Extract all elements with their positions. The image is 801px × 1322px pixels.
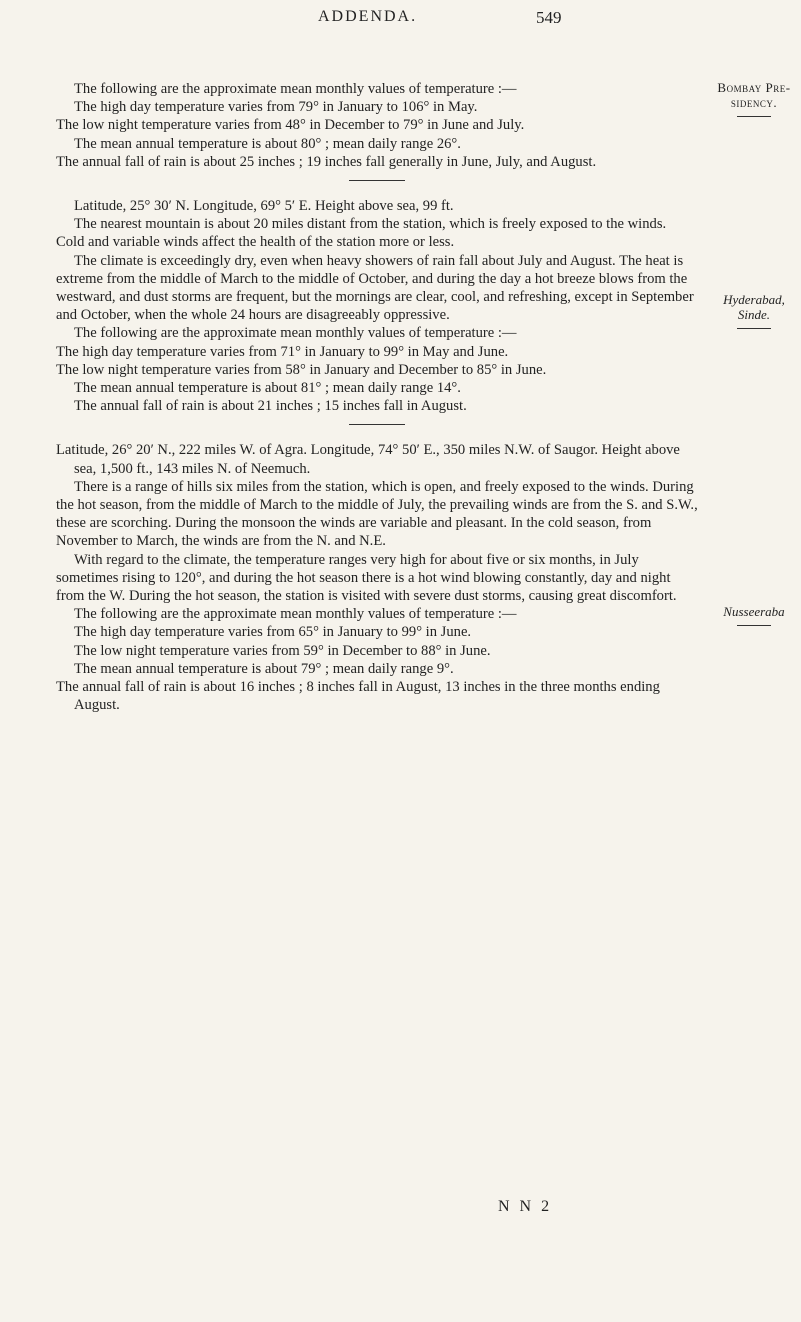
paragraph: The low night temperature varies from 48° in December to 79° in June and July. bbox=[56, 117, 525, 134]
paragraph: The mean annual temperature is about 81° ; mean daily range 14°. bbox=[74, 380, 461, 397]
margin-note-bombay bbox=[712, 80, 796, 117]
margin-note-line: Nusseeraba bbox=[723, 604, 785, 619]
paragraph: The annual fall of rain is about 16 inches ; 8 inches fall in August, 13 inches in the three months ending August. bbox=[56, 679, 660, 714]
paragraph: With regard to the climate, the temperature ranges very high for about five or six months, in July sometimes rising to 120°, and during the hot season there is a hot wind blowing constantly, day and night from the W. During the hot season, the station is visited with severe dust storms, causing great discomfort. bbox=[56, 551, 677, 605]
paragraph: The high day temperature varies from 79° in January to 106° in May. bbox=[74, 99, 478, 116]
paragraph: The mean annual temperature is about 80° ; mean daily range 26°. bbox=[74, 135, 461, 152]
paragraph: The mean annual temperature is about 79° ; mean daily range 9°. bbox=[74, 660, 454, 677]
paragraph: The annual fall of rain is about 21 inches ; 15 inches fall in August. bbox=[74, 398, 467, 415]
page-number: 549 bbox=[536, 8, 562, 27]
margin-note-line: Sinde. bbox=[737, 307, 771, 322]
margin-note-line: Hyderabad, bbox=[723, 292, 785, 307]
section-bombay bbox=[56, 80, 698, 171]
margin-divider bbox=[737, 116, 771, 117]
margin-divider bbox=[737, 625, 771, 626]
section-nusseerabad bbox=[56, 441, 698, 714]
paragraph: There is a range of hills six miles from the station, which is open, and freely exposed to the winds. During the hot season, from the middle of March to the middle of July, the prevailing winds are from the S. and S.W., these are scorching. During the monsoon the winds are variable and pleasant. In the cold season, from November to March, the winds are from the N. and N.E. bbox=[56, 478, 698, 550]
paragraph: The annual fall of rain is about 25 inches ; 19 inches fall generally in June, July, and August. bbox=[56, 153, 597, 170]
signature-mark: N N 2 bbox=[498, 1198, 553, 1215]
margin-divider bbox=[737, 328, 771, 329]
paragraph: The low night temperature varies from 58° in January and December to 85° in June. bbox=[56, 361, 547, 378]
paragraph: The high day temperature varies from 65° in January to 99° in June. bbox=[74, 624, 472, 641]
paragraph: The nearest mountain is about 20 miles distant from the station, which is freely exposed to the winds. Cold and variable winds affect the health of the station more or less. bbox=[56, 216, 667, 251]
margin-note-hyderabad bbox=[712, 292, 796, 329]
paragraph: The climate is exceedingly dry, even when heavy showers of rain fall about July and August. The heat is extreme from the middle of March to the middle of October, and during the day a hot breeze blows from the westward, and dust storms are frequent, but the mornings are clear, cool, and refreshing, except in September and October, when the whole 24 hours are disagreeably oppressive. bbox=[56, 252, 694, 324]
section-divider bbox=[349, 424, 405, 425]
paragraph: Latitude, 26° 20′ N., 222 miles W. of Agra. Longitude, 74° 50′ E., 350 miles N.W. of Saugor. Height above sea, 1,500 ft., 143 miles N. of Neemuch. bbox=[56, 442, 680, 477]
running-title: ADDENDA. bbox=[318, 8, 418, 25]
section-hyderabad bbox=[56, 197, 698, 415]
paragraph: The following are the approximate mean monthly values of temperature :— bbox=[74, 606, 517, 623]
margin-note-nusseerabad bbox=[712, 604, 796, 626]
paragraph: The low night temperature varies from 59° in December to 88° in June. bbox=[74, 642, 491, 659]
margin-note-line: sidency. bbox=[730, 95, 778, 110]
section-divider bbox=[349, 180, 405, 181]
paragraph: The following are the approximate mean monthly values of temperature :— bbox=[74, 325, 517, 342]
main-text bbox=[56, 80, 698, 715]
paragraph: The high day temperature varies from 71° in January to 99° in May and June. bbox=[56, 343, 509, 360]
paragraph: The following are the approximate mean monthly values of temperature :— bbox=[74, 81, 517, 97]
margin-note-line: Bombay Pre- bbox=[717, 80, 791, 95]
paragraph: Latitude, 25° 30′ N. Longitude, 69° 5′ E. Height above sea, 99 ft. bbox=[74, 198, 454, 215]
